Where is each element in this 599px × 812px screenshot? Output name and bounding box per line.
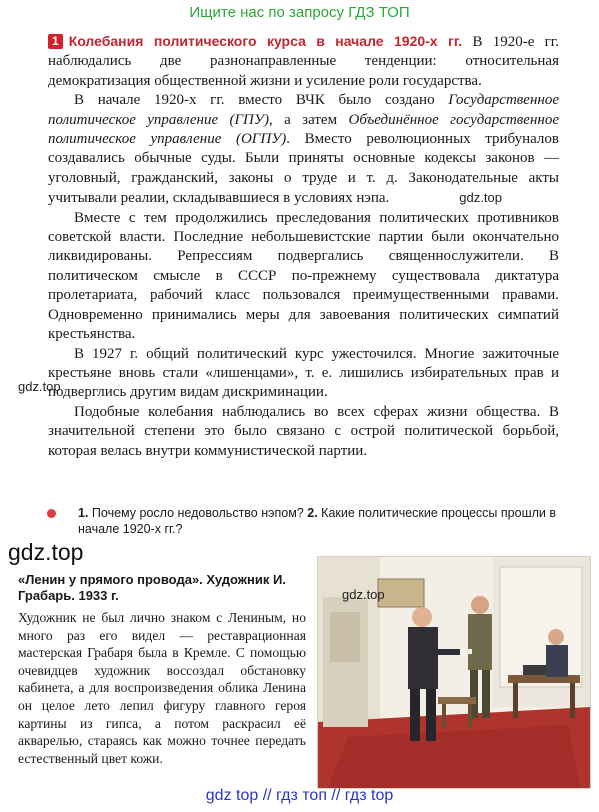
footer-watermark: gdz top // гдз топ // гдз top bbox=[205, 787, 394, 804]
section-number-badge: 1 bbox=[48, 34, 63, 49]
question-bullet-icon bbox=[47, 509, 56, 518]
question-2-number: 2. bbox=[307, 506, 318, 520]
section-title: Колебания политического курса в начале 1920-х гг. bbox=[68, 33, 463, 49]
watermark-painting: gdz.top bbox=[342, 587, 385, 602]
paragraph-1-text: В 1920-е гг. наблюдались две разнонаправленные тенденции: относительная демократизация общественной жизни и усиление роли государства. bbox=[48, 34, 560, 89]
review-questions bbox=[78, 505, 568, 537]
caption-text: Художник не был лично знаком с Лениным, но много раз его видел — реставрационная мастерская Грабаря была в Кремле. С помощью очевидцев художник воссоздал обстановку кабинета, а для воспроизведения облика Ленина он целое лето лепил фигуру главного героя картины из гипса, а потом раскрасил её акварелью, стараясь как можно точнее передать естественный цвет кожи. bbox=[18, 610, 306, 766]
paragraph-1 bbox=[48, 32, 559, 91]
term-gpu: Государственное политическое управление (ГПУ) bbox=[48, 92, 559, 128]
paragraph-2-part-2: , а затем bbox=[268, 111, 349, 128]
watermark-big: gdz.top bbox=[8, 539, 84, 565]
top-banner: Ищите нас по запросу ГДЗ ТОП bbox=[189, 4, 410, 21]
caption-title: «Ленин у прямого провода». Художник И. Грабарь. 1933 г. bbox=[18, 572, 286, 603]
paragraph-2-part-1: В начале 1920-х гг. вместо ВЧК было создано bbox=[74, 92, 449, 109]
watermark-inline: gdz.top bbox=[459, 190, 502, 206]
paragraph-2 bbox=[48, 91, 559, 208]
term-ogpu: Объединённое государственное политическое управление (ОГПУ) bbox=[48, 111, 559, 148]
paragraph-4: В 1927 г. общий политический курс ужесточился. Многие зажиточные крестьяне вновь стали «лишенцами», т. е. лишились избирательных прав и подверглись другим видам дискриминации. bbox=[48, 345, 559, 401]
watermark-left: gdz.top bbox=[18, 379, 61, 394]
paragraph-2-part-3: . Вместо революционных трибуналов создавались обычные суды. Были приняты основные кодексы законов — уголовный, гражданский, законы о труде и т. д. Законодательные акты учитывали реалии, складывавшиеся в условиях нэпа. bbox=[48, 131, 559, 207]
paragraph-3: Вместе с тем продолжились преследования политических противников советской власти. Последние небольшевистские партии были окончательно ликвидированы. Репрессиям подвергались священнослужители. В политическом смысле в СССР по-прежнему существовала диктатура пролетариата, рабочий класс пользовался преимущественными правами. Одновременно принимались меры для завоевания политических симпатий крестьянства. bbox=[48, 209, 559, 343]
question-1: Почему росло недовольство нэпом? bbox=[88, 506, 308, 520]
question-1-number: 1. bbox=[78, 506, 89, 520]
main-text bbox=[48, 32, 559, 461]
question-2: Какие политические процессы прошли в начале 1920-х гг.? bbox=[78, 506, 556, 536]
paragraph-5: Подобные колебания наблюдались во всех сферах жизни общества. В значительной степени это было связано с острой политической борьбой, которая велась внутри коммунистической партии. bbox=[48, 403, 559, 459]
